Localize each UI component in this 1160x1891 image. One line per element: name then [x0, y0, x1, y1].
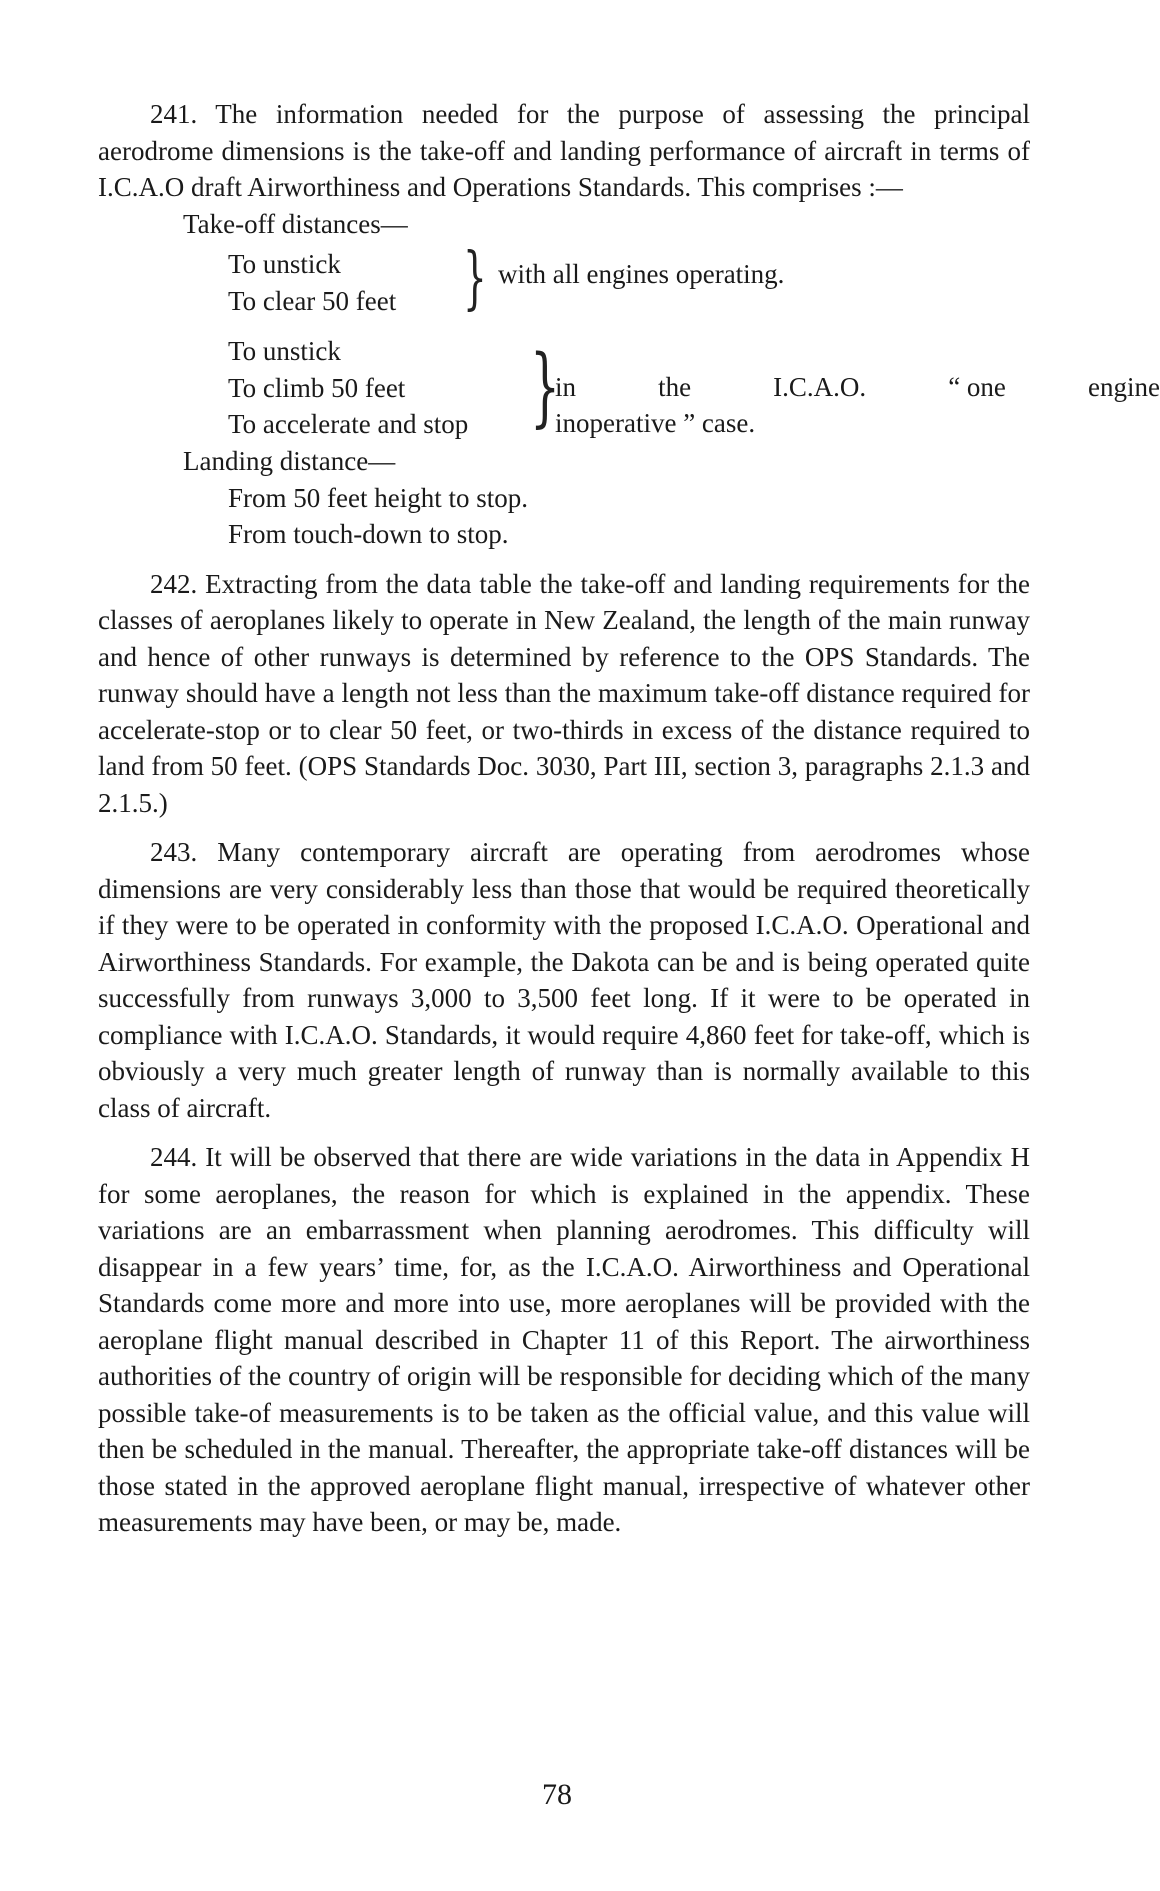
takeoff-item: To accelerate and stop: [228, 409, 469, 439]
page-number: 78: [542, 1778, 572, 1811]
note-word: in: [555, 372, 577, 402]
right-brace-icon: }: [463, 239, 487, 318]
group-note: with all engines operating.: [498, 259, 785, 289]
group-note-line-1: [555, 369, 1160, 406]
note-word: the: [658, 372, 692, 402]
takeoff-item: To clear 50 feet: [228, 285, 397, 316]
paragraph-243: 243. Many contemporary aircraft are operating from aerodromes whose dimensions are very considerably less than those that would be required theoretically if they were to be operated in conformity with the proposed I.C.A.O. Operational and Airworthiness Standards. For example, the Dakota can be and is being operated quite successfully from runways 3,000 to 3,500 feet long. If it were to be operated in compliance with I.C.A.O. Standards, it would require 4,860 feet for take-off, which is obviously a very much greater length of runway than is normally available to this class of aircraft.: [98, 837, 1030, 1123]
takeoff-group-one-engine-inoperative: [228, 333, 1160, 443]
group-note-line-2: inoperative ” case.: [555, 408, 756, 438]
paragraph-241: 241. The information needed for the purpose of assessing the principal aerodrome dimensions is the take-off and landing performance of aircraft in terms of I.C.A.O draft Airworthiness and Operations Standards. This comprises :—: [98, 99, 1030, 202]
note-word: engine: [1087, 372, 1160, 402]
document-body: [98, 96, 1160, 1541]
takeoff-item: To climb 50 feet: [228, 372, 406, 403]
paragraph-244: 244. It will be observed that there are wide variations in the data in Appendix H for some aeroplanes, the reason for which is explained in the appendix. These variations are an embarrassment when planning aerodromes. This difficulty will disappear in a few years’ time, for, as the I.C.A.O. Airworthiness and Operational Standards come more and more into use, more aeroplanes will be provided with the aeroplane flight manual described in Chapter 11 of this Report. The airworthiness authorities of the country of origin will be responsible for deciding which of the many possible take-of measurements is to be taken as the official value, and this value will then be scheduled in the manual. Thereafter, the appropriate take-off distances will be those stated in the approved aeroplane flight manual, irrespective of whatever other measurements may have been, or may be, made.: [98, 1142, 1030, 1537]
landing-item: From 50 feet height to stop.: [228, 482, 528, 513]
takeoff-heading: Take-off distances—: [183, 208, 408, 239]
takeoff-item: To unstick: [228, 249, 341, 279]
landing-heading: Landing distance—: [183, 446, 396, 476]
note-word: I.C.A.O.: [773, 372, 867, 402]
paragraph-242: 242. Extracting from the data table the take-off and landing requirements for the classes of aeroplanes likely to operate in New Zealand, the length of the main runway and hence of other runways is determined by reference to the OPS Standards. The runway should have a length not less than the maximum take-off distance required for accelerate-stop or to clear 50 feet, or two-thirds in excess of the distance required to land from 50 feet. (OPS Standards Doc. 3030, Part III, section 3, paragraphs 2.1.3 and 2.1.5.): [98, 568, 1030, 818]
takeoff-item: To unstick: [228, 336, 341, 366]
note-word: “ one: [948, 372, 1006, 402]
landing-item: From touch-down to stop.: [228, 519, 509, 549]
takeoff-group-all-engines: [228, 239, 1030, 319]
right-brace-icon: }: [530, 337, 561, 437]
